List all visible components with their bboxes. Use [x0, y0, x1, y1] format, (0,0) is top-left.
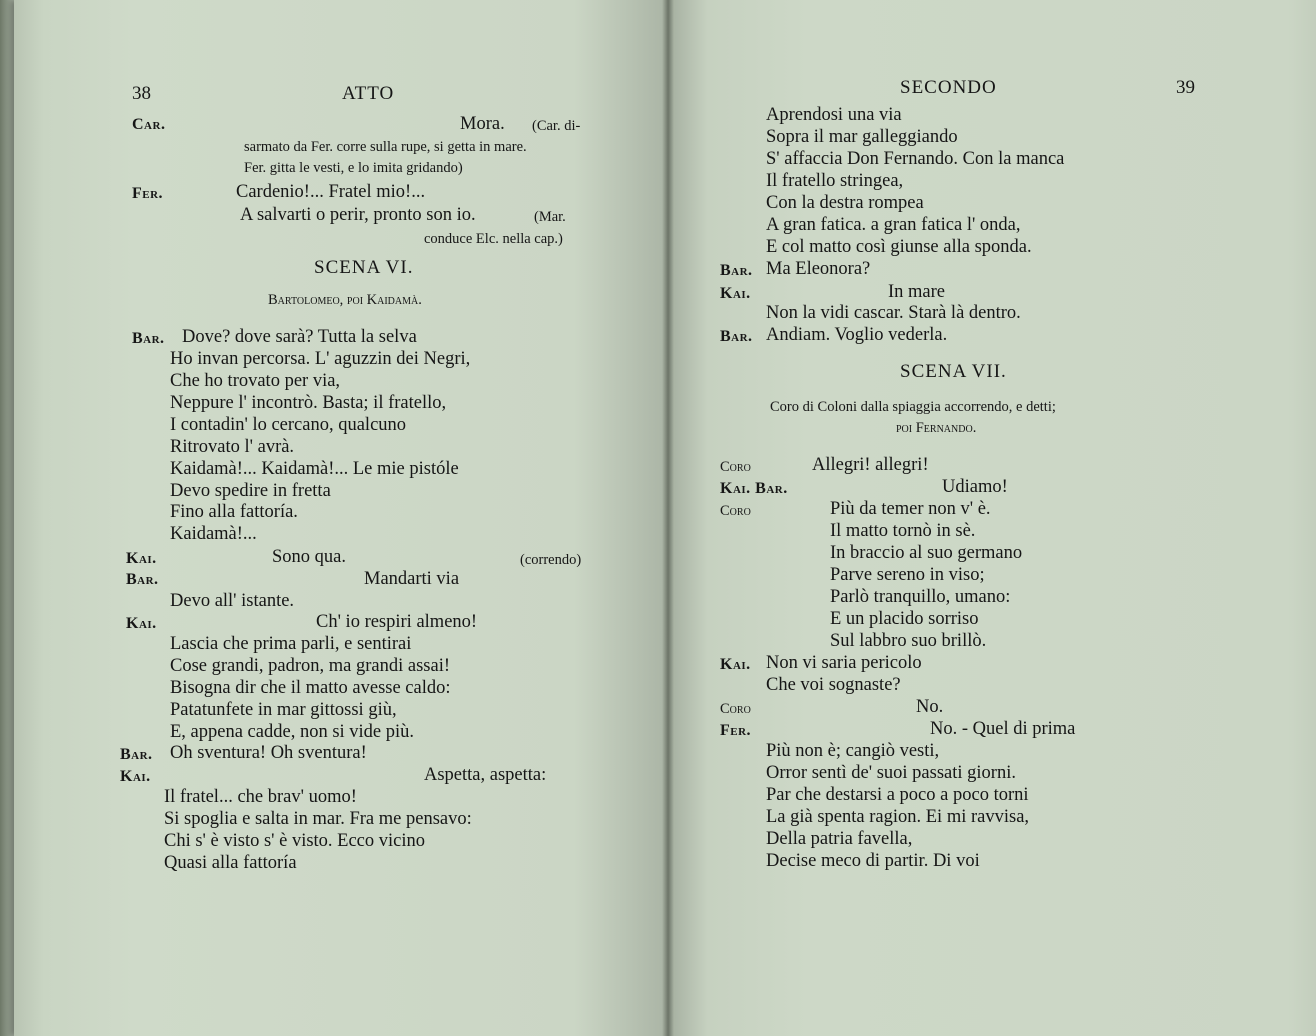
running-head: ATTO: [342, 83, 395, 104]
text-line: Il fratel... che brav' uomo!: [164, 787, 357, 807]
page-edges: [0, 0, 14, 1036]
speaker: Fer.: [720, 722, 752, 739]
speaker: Car.: [132, 116, 166, 133]
text-line: Sono qua.: [272, 547, 346, 567]
right-page: [668, 0, 1316, 1036]
speaker: Kai.: [126, 615, 157, 632]
text-line: Aspetta, aspetta:: [424, 765, 547, 785]
speaker: Kai.: [126, 550, 157, 567]
text-line: Kaidamà!...: [170, 524, 257, 544]
text-line: Allegri! allegri!: [812, 455, 929, 475]
speaker: Fer.: [132, 185, 164, 202]
text-line: Sopra il mar galleggiando: [766, 127, 958, 147]
text-line: Chi s' è visto s' è visto. Ecco vicino: [164, 831, 426, 851]
text-line: Cose grandi, padron, ma grandi assai!: [170, 656, 450, 676]
text-line: Cardenio!... Fratel mio!...: [236, 182, 426, 202]
text-line: Ho invan percorsa. L' aguzzin dei Negri,: [170, 349, 471, 369]
text-line: Decise meco di partir. Di voi: [766, 851, 980, 871]
text-line: Parve sereno in viso;: [830, 565, 985, 585]
text-line: Parlò tranquillo, umano:: [830, 587, 1011, 607]
text-line: Sul labbro suo brillò.: [830, 631, 987, 651]
text-line: Mandarti via: [364, 569, 460, 589]
text-line: Ritrovato l' avrà.: [170, 437, 295, 457]
speaker: Bar.: [720, 262, 753, 279]
text-line: Udiamo!: [942, 477, 1008, 497]
text-line: Ch' io respiri almeno!: [316, 612, 478, 632]
speaker: Kai.: [720, 285, 751, 302]
text-line: Che voi sognaste?: [766, 675, 901, 695]
stage-direction: (Mar.: [534, 209, 566, 225]
text-line: No. - Quel di prima: [930, 719, 1076, 739]
stage-direction: (correndo): [520, 552, 582, 568]
scene-heading: SCENA VII.: [900, 361, 1007, 382]
text-line: A salvarti o perir, pronto son io.: [240, 205, 476, 225]
speaker: Kai.: [120, 768, 151, 785]
stage-direction: Fer. gitta le vesti, e lo imita gridando): [244, 160, 463, 176]
stage-direction: conduce Elc. nella cap.): [424, 231, 563, 247]
text-line: No.: [916, 697, 944, 717]
text-line: Dove? dove sarà? Tutta la selva: [182, 327, 417, 347]
text-line: Con la destra rompea: [766, 193, 924, 213]
text-line: Mora.: [460, 114, 505, 134]
speaker: Coro: [720, 459, 751, 475]
character-list: Bartolomeo, poi Kaidamà.: [268, 292, 422, 308]
text-line: Lascia che prima parli, e sentirai: [170, 634, 412, 654]
character-list: poi Fernando.: [896, 420, 977, 436]
text-line: Orror sentì de' suoi passati giorni.: [766, 763, 1016, 783]
text-line: Si spoglia e salta in mar. Fra me pensavo:: [164, 809, 472, 829]
text-line: In mare: [888, 282, 946, 302]
text-line: E un placido sorriso: [830, 609, 979, 629]
left-page: [14, 0, 668, 1036]
text-line: Neppure l' incontrò. Basta; il fratello,: [170, 393, 447, 413]
stage-direction: sarmato da Fer. corre sulla rupe, si getta in mare.: [244, 139, 527, 155]
text-line: Par che destarsi a poco a poco torni: [766, 785, 1029, 805]
text-line: La già spenta ragion. Ei mi ravvisa,: [766, 807, 1030, 827]
text-line: Bisogna dir che il matto avesse caldo:: [170, 678, 451, 698]
text-line: Più non è; cangiò vesti,: [766, 741, 940, 761]
book-gutter: [662, 0, 674, 1036]
text-line: Che ho trovato per via,: [170, 371, 341, 391]
stage-direction: (Car. di-: [532, 118, 581, 134]
page-number: 38: [132, 83, 151, 104]
speaker: Bar.: [132, 330, 165, 347]
text-line: A gran fatica. a gran fatica l' onda,: [766, 215, 1021, 235]
text-line: S' affaccia Don Fernando. Con la manca: [766, 149, 1065, 169]
scene-heading: SCENA VI.: [314, 257, 414, 278]
text-line: E, appena cadde, non si vide più.: [170, 722, 415, 742]
text-line: Più da temer non v' è.: [830, 499, 991, 519]
text-line: Non la vidi cascar. Starà là dentro.: [766, 303, 1021, 323]
page-number: 39: [1176, 77, 1195, 98]
text-line: Il fratello stringea,: [766, 171, 904, 191]
character-list: Coro di Coloni dalla spiaggia accorrendo, e detti;: [770, 399, 1056, 415]
speaker: Coro: [720, 503, 751, 519]
text-line: Kaidamà!... Kaidamà!... Le mie pistóle: [170, 459, 459, 479]
text-line: Devo spedire in fretta: [170, 481, 331, 501]
running-head: SECONDO: [900, 77, 997, 98]
speaker: Kai. Bar.: [720, 480, 788, 497]
text-line: Non vi saria pericolo: [766, 653, 922, 673]
text-line: Quasi alla fattoría: [164, 853, 297, 873]
speaker: Bar.: [126, 571, 159, 588]
speaker: Bar.: [720, 328, 753, 345]
text-line: In braccio al suo germano: [830, 543, 1023, 563]
speaker: Coro: [720, 701, 751, 717]
text-line: Fino alla fattoría.: [170, 502, 298, 522]
text-line: Ma Eleonora?: [766, 259, 871, 279]
text-line: Aprendosi una via: [766, 105, 902, 125]
speaker: Bar.: [120, 746, 153, 763]
text-line: E col matto così giunse alla sponda.: [766, 237, 1032, 257]
text-line: Della patria favella,: [766, 829, 913, 849]
text-line: Il matto tornò in sè.: [830, 521, 976, 541]
text-line: Patatunfete in mar gittossi giù,: [170, 700, 397, 720]
text-line: Andiam. Voglio vederla.: [766, 325, 948, 345]
text-line: I contadin' lo cercano, qualcuno: [170, 415, 407, 435]
speaker: Kai.: [720, 656, 751, 673]
text-line: Oh sventura! Oh sventura!: [170, 743, 367, 763]
text-line: Devo all' istante.: [170, 591, 295, 611]
